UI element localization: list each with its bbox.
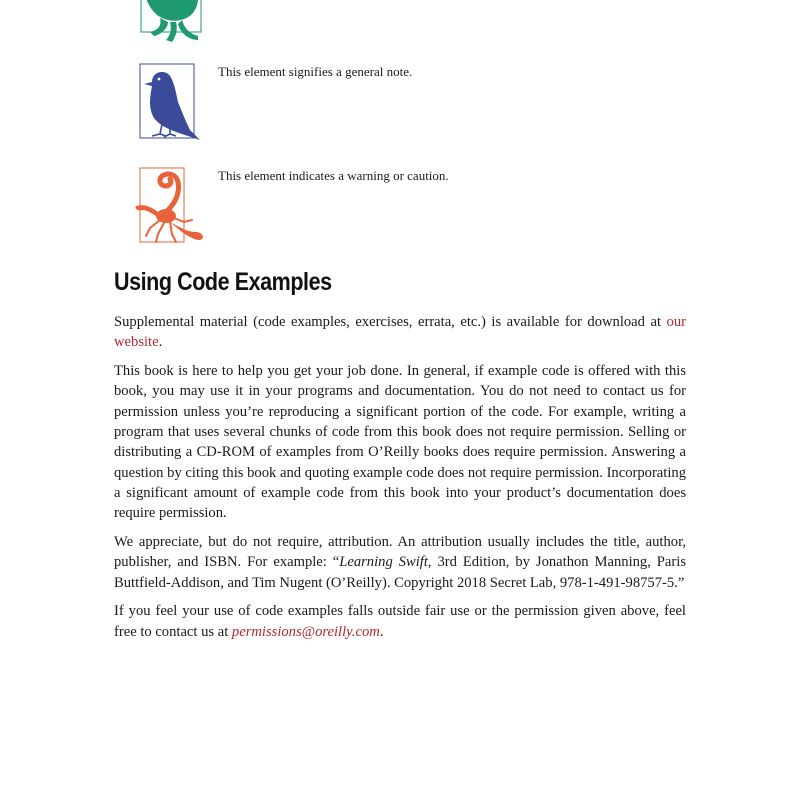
paragraph-text: . xyxy=(158,334,163,351)
paragraph-text: , 3rd Edition, by Jonathon Manning, Paris Buttfield-Addison, and Tim Nugent (O’Reilly). Copyright 2018 Secret Lab, 978-1-491-98757-5.” xyxy=(114,554,686,591)
frog-icon xyxy=(140,0,204,44)
paragraph-text: . xyxy=(379,623,384,640)
permissions-email-link[interactable]: permissions@oreilly.com xyxy=(231,623,380,640)
crow-icon xyxy=(138,62,206,142)
paragraph-permission: This book is here to help you get your job done. In general, if example code is offered with this book, you may use it in your programs and documentation. You do not need to contact us for permission unless you’re reproducing a significant portion of the code. For example, writing a program that uses several chunks of code from this book does not require permission. Selling or distributing a CD-ROM of examples from O’Reilly books does require permission. Answering a question by citing this book and quoting example code does not require permission. Incorporating a significant amount of example code from this book into your product’s documentation does require permission. xyxy=(114,363,686,522)
section-body xyxy=(114,312,686,650)
paragraph-supplemental xyxy=(114,312,686,353)
note-callout-text: This element signifies a general note. xyxy=(218,64,413,79)
paragraph-text: If you feel your use of code examples falls outside fair use or the permission given above, feel free to contact us at xyxy=(114,603,686,640)
section-heading: Using Code Examples xyxy=(114,268,332,296)
paragraph-fair-use xyxy=(114,601,686,642)
our-website-link[interactable]: our website xyxy=(114,314,686,351)
paragraph-text: We appreciate, but do not require, attribution. An attribution usually includes the title, author, publisher, and ISBN. For example: “ xyxy=(114,533,686,571)
warning-callout-text: This element indicates a warning or caution. xyxy=(218,168,449,183)
paragraph-text: Supplemental material (code examples, exercises, errata, etc.) is available for download at xyxy=(114,314,667,330)
paragraph-attribution xyxy=(114,532,686,593)
scorpion-icon xyxy=(130,166,212,246)
book-title: Learning Swift xyxy=(339,554,428,571)
